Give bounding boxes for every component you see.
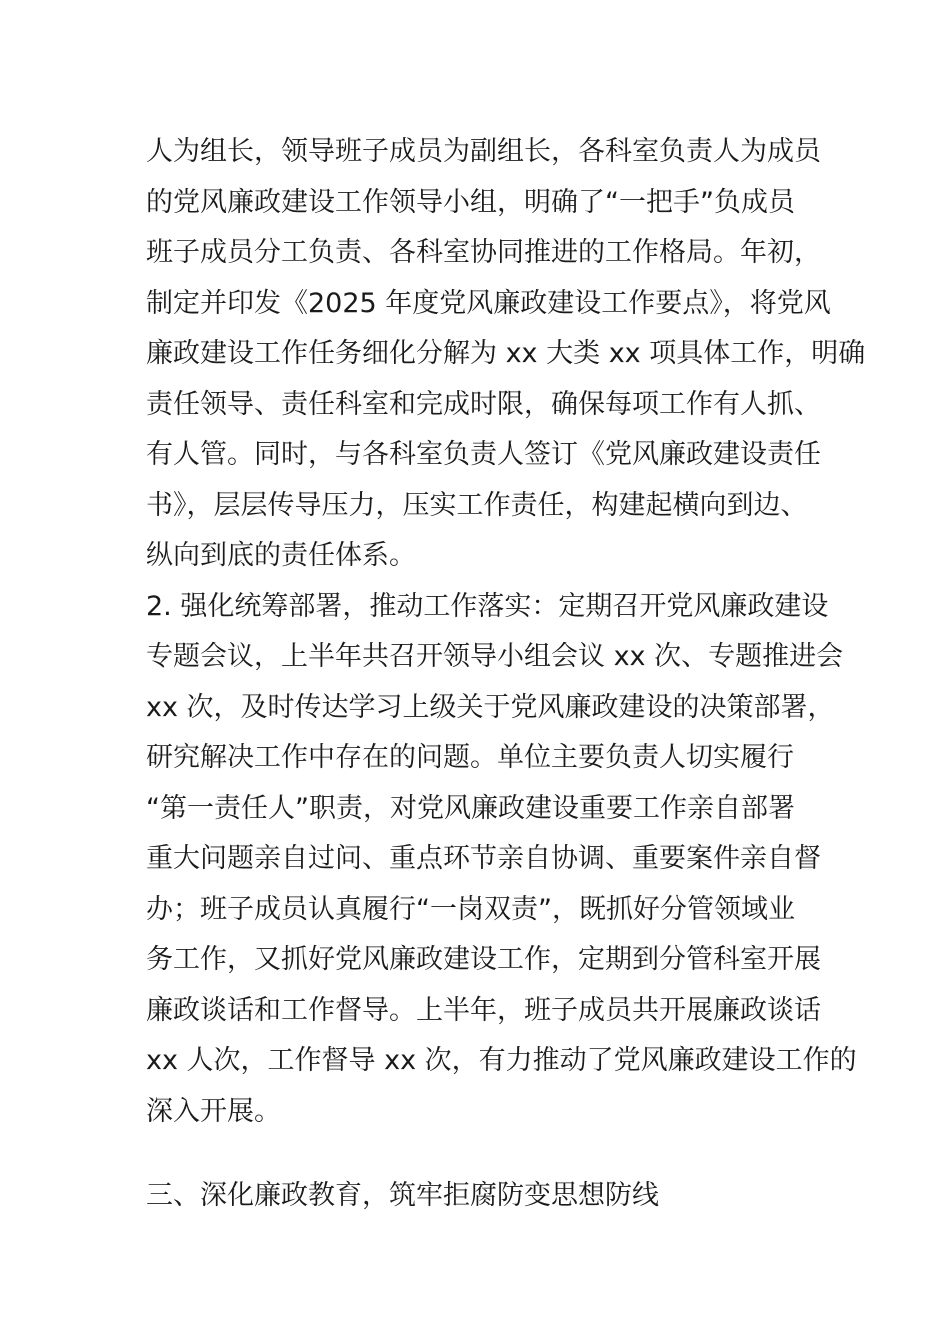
paragraph-line: 纵向到底的责任体系。	[146, 540, 416, 571]
list-item-line: 办；班子成员认真履行“一岗双责”，既抓好分管领域业	[146, 893, 795, 925]
section-heading: 三、深化廉政教育，筑牢拒腐防变思想防线	[146, 1180, 659, 1211]
list-item-line: 廉政谈话和工作督导。上半年，班子成员共开展廉政谈话	[146, 994, 821, 1026]
paragraph-line: 制定并印发《2025 年度党风廉政建设工作要点》，将党风	[146, 287, 831, 319]
list-item-line: “第一责任人”职责，对党风廉政建设重要工作亲自部署	[146, 792, 795, 824]
list-item-line: 重大问题亲自过问、重点环节亲自协调、重要案件亲自督	[146, 843, 821, 874]
list-item-line: xx 人次，工作督导 xx 次，有力推动了党风廉政建设工作的	[146, 1045, 857, 1076]
list-item-line: 深入开展。	[146, 1095, 281, 1127]
paragraph-line: 责任领导、责任科室和完成时限，确保每项工作有人抓、	[146, 388, 821, 420]
paragraph-line: 班子成员分工负责、各科室协同推进的工作格局。年初，	[146, 237, 821, 268]
list-item-line: 务工作，又抓好党风廉政建设工作，定期到分管科室开展	[146, 944, 821, 975]
paragraph-line: 人为组长，领导班子成员为副组长，各科室负责人为成员	[146, 136, 821, 167]
paragraph-line: 的党风廉政建设工作领导小组，明确了“一把手”负成员	[146, 186, 795, 218]
paragraph-line: 廉政建设工作任务细化分解为 xx 大类 xx 项具体工作，明确	[146, 338, 866, 369]
document-body	[146, 127, 866, 1137]
paragraph-line: 书》，层层传导压力，压实工作责任，构建起横向到边、	[146, 489, 808, 521]
list-item-line: 专题会议，上半年共召开领导小组会议 xx 次、专题推进会	[146, 641, 844, 672]
list-item-line: 2. 强化统筹部署，推动工作落实：定期召开党风廉政建设	[146, 590, 829, 622]
paragraph-line: 有人管。同时，与各科室负责人签订《党风廉政建设责任	[146, 439, 821, 470]
list-item-line: 研究解决工作中存在的问题。单位主要负责人切实履行	[146, 742, 794, 773]
list-item-line: xx 次，及时传达学习上级关于党风廉政建设的决策部署，	[146, 691, 835, 723]
